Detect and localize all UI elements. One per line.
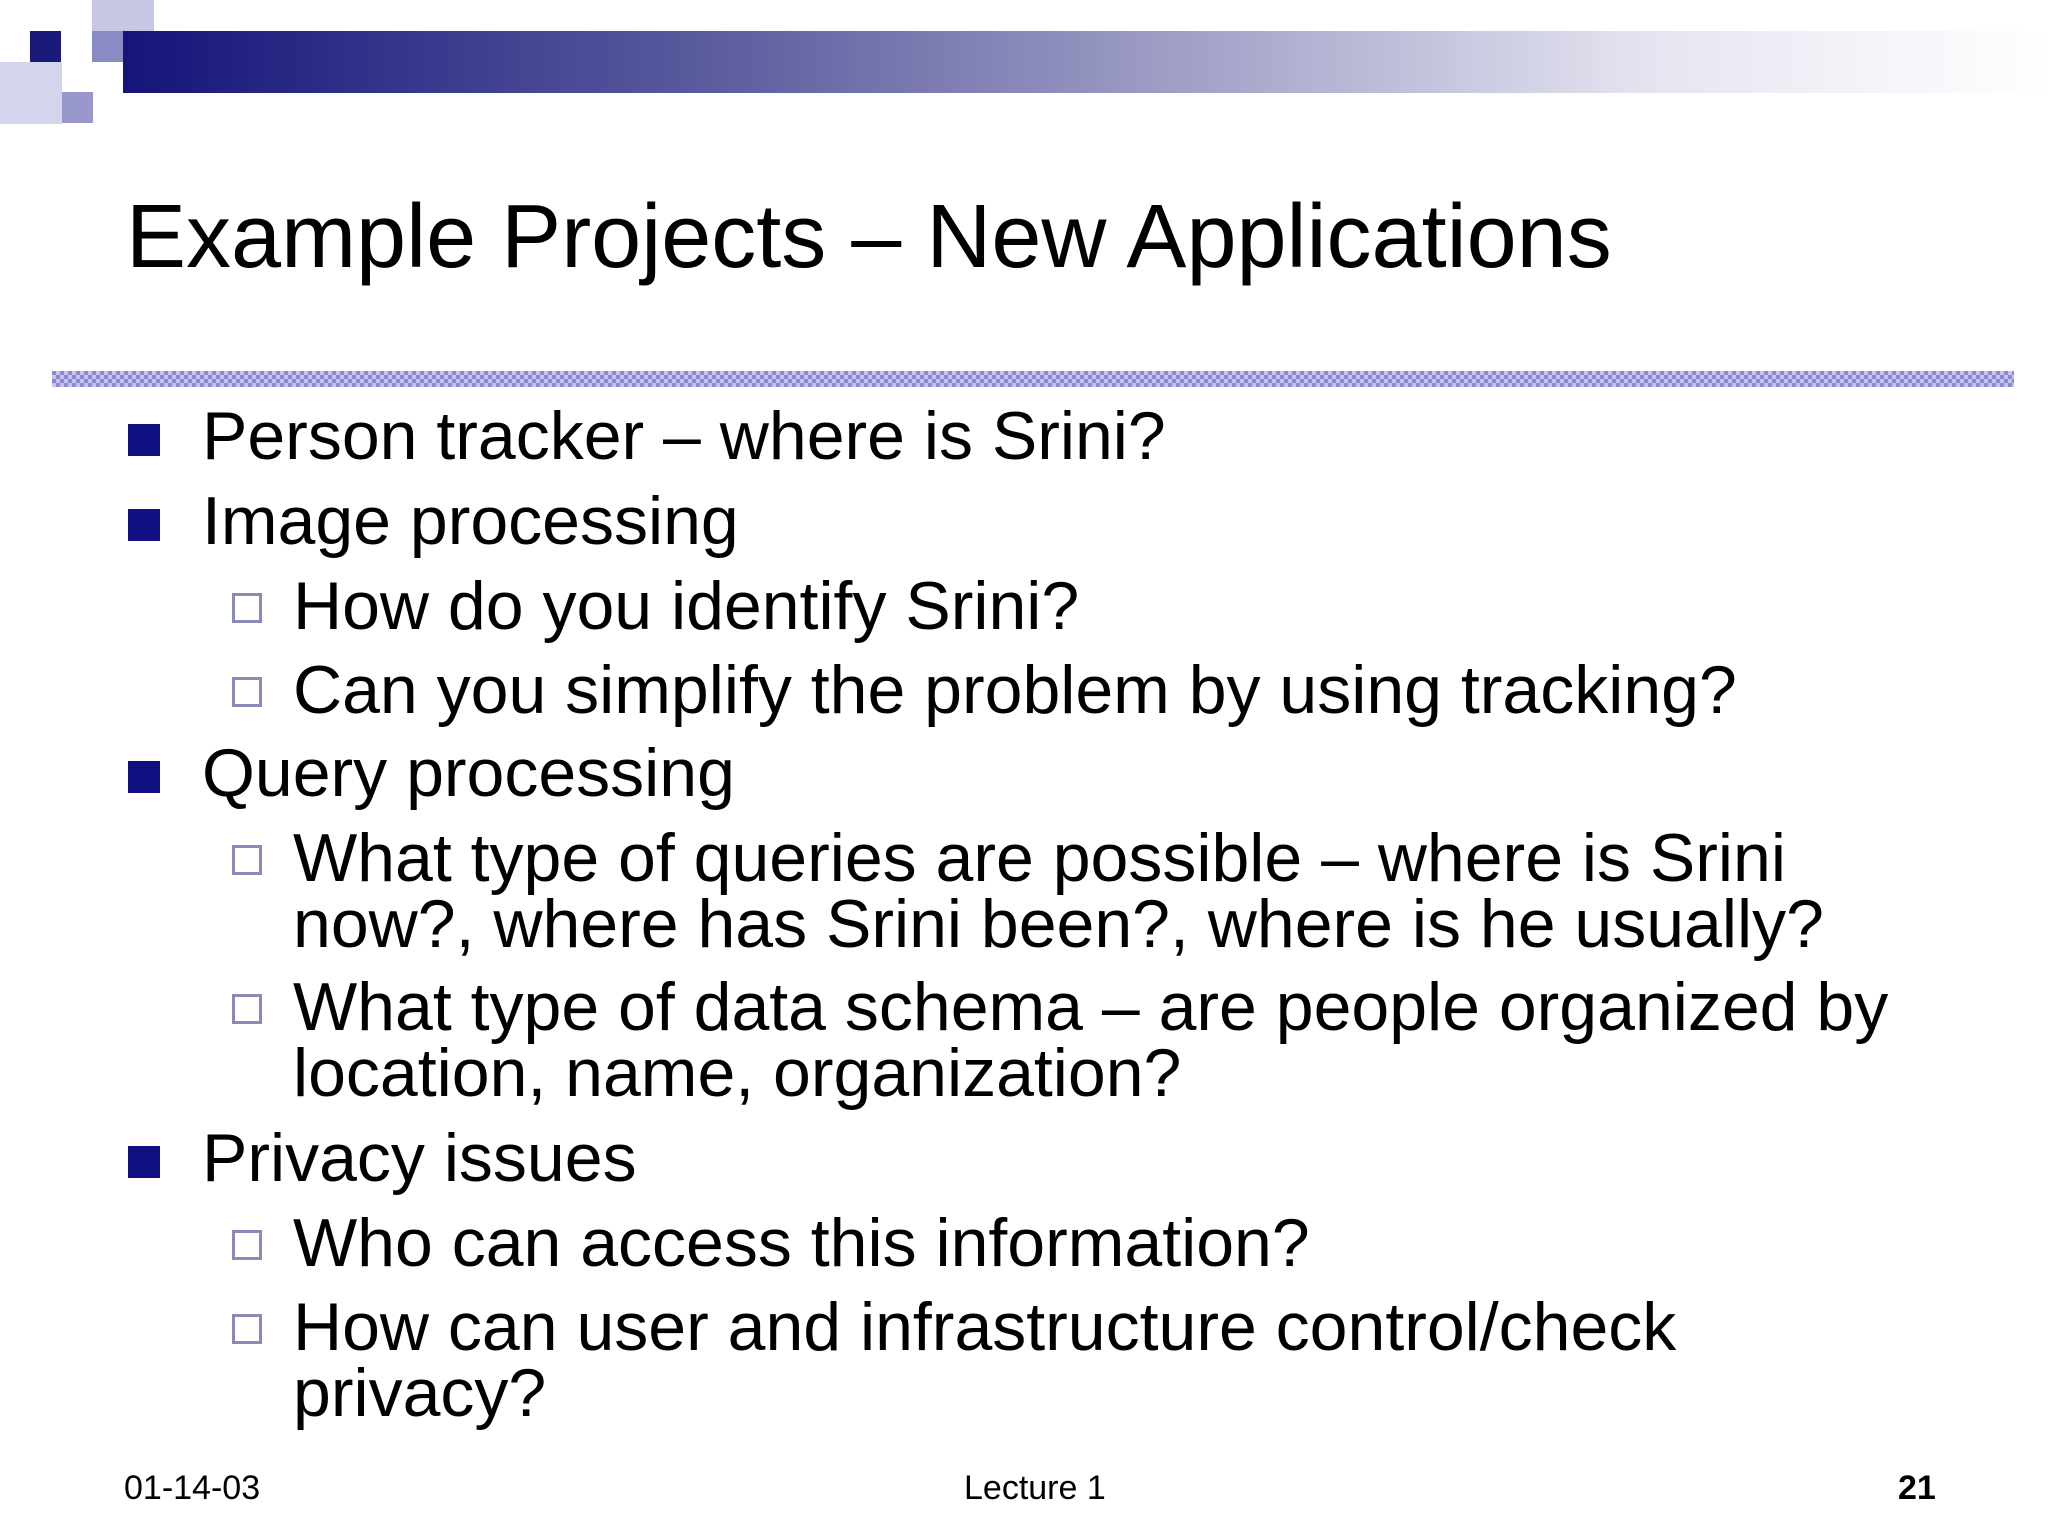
hollow-square-icon xyxy=(232,845,262,875)
filled-square-icon xyxy=(128,509,160,541)
footer-date: 01-14-03 xyxy=(124,1469,261,1507)
hollow-square-icon xyxy=(232,994,262,1024)
hollow-square-icon xyxy=(232,677,262,707)
sub-bullet-text-continued: location, name, organization? xyxy=(293,1035,1182,1111)
filled-square-icon xyxy=(128,1146,160,1178)
footer-lecture-label: Lecture 1 xyxy=(964,1469,1106,1507)
sub-bullet-text-continued: privacy? xyxy=(293,1355,547,1431)
slide-title: Example Projects – New Applications xyxy=(126,187,1612,287)
decor-square-icon xyxy=(0,62,62,124)
decor-square-icon xyxy=(30,31,61,62)
bullet-text: Privacy issues xyxy=(202,1120,637,1196)
sub-bullet-text: What type of data schema – are people organized by xyxy=(293,969,1889,1045)
bullet-text: Query processing xyxy=(202,735,735,811)
header-gradient-bar xyxy=(123,31,2048,93)
bullet-text: Image processing xyxy=(202,483,739,559)
hollow-square-icon xyxy=(232,593,262,623)
sub-bullet-text: Who can access this information? xyxy=(293,1205,1310,1281)
sub-bullet-text-continued: now?, where has Srini been?, where is he usually? xyxy=(293,886,1824,962)
sub-bullet-text: How do you identify Srini? xyxy=(293,568,1080,644)
filled-square-icon xyxy=(128,761,160,793)
hollow-square-icon xyxy=(232,1314,262,1344)
hollow-square-icon xyxy=(232,1230,262,1260)
filled-square-icon xyxy=(128,424,160,456)
decor-square-icon xyxy=(92,31,123,62)
title-divider xyxy=(52,371,2014,387)
sub-bullet-text: Can you simplify the problem by using tracking? xyxy=(293,652,1737,728)
slide-page-number: 21 xyxy=(1898,1469,1936,1507)
bullet-text: Person tracker – where is Srini? xyxy=(202,398,1166,474)
decor-square-icon xyxy=(62,92,93,123)
sub-bullet-text: What type of queries are possible – where is Srini xyxy=(293,820,1786,896)
sub-bullet-text: How can user and infrastructure control/check xyxy=(293,1289,1677,1365)
